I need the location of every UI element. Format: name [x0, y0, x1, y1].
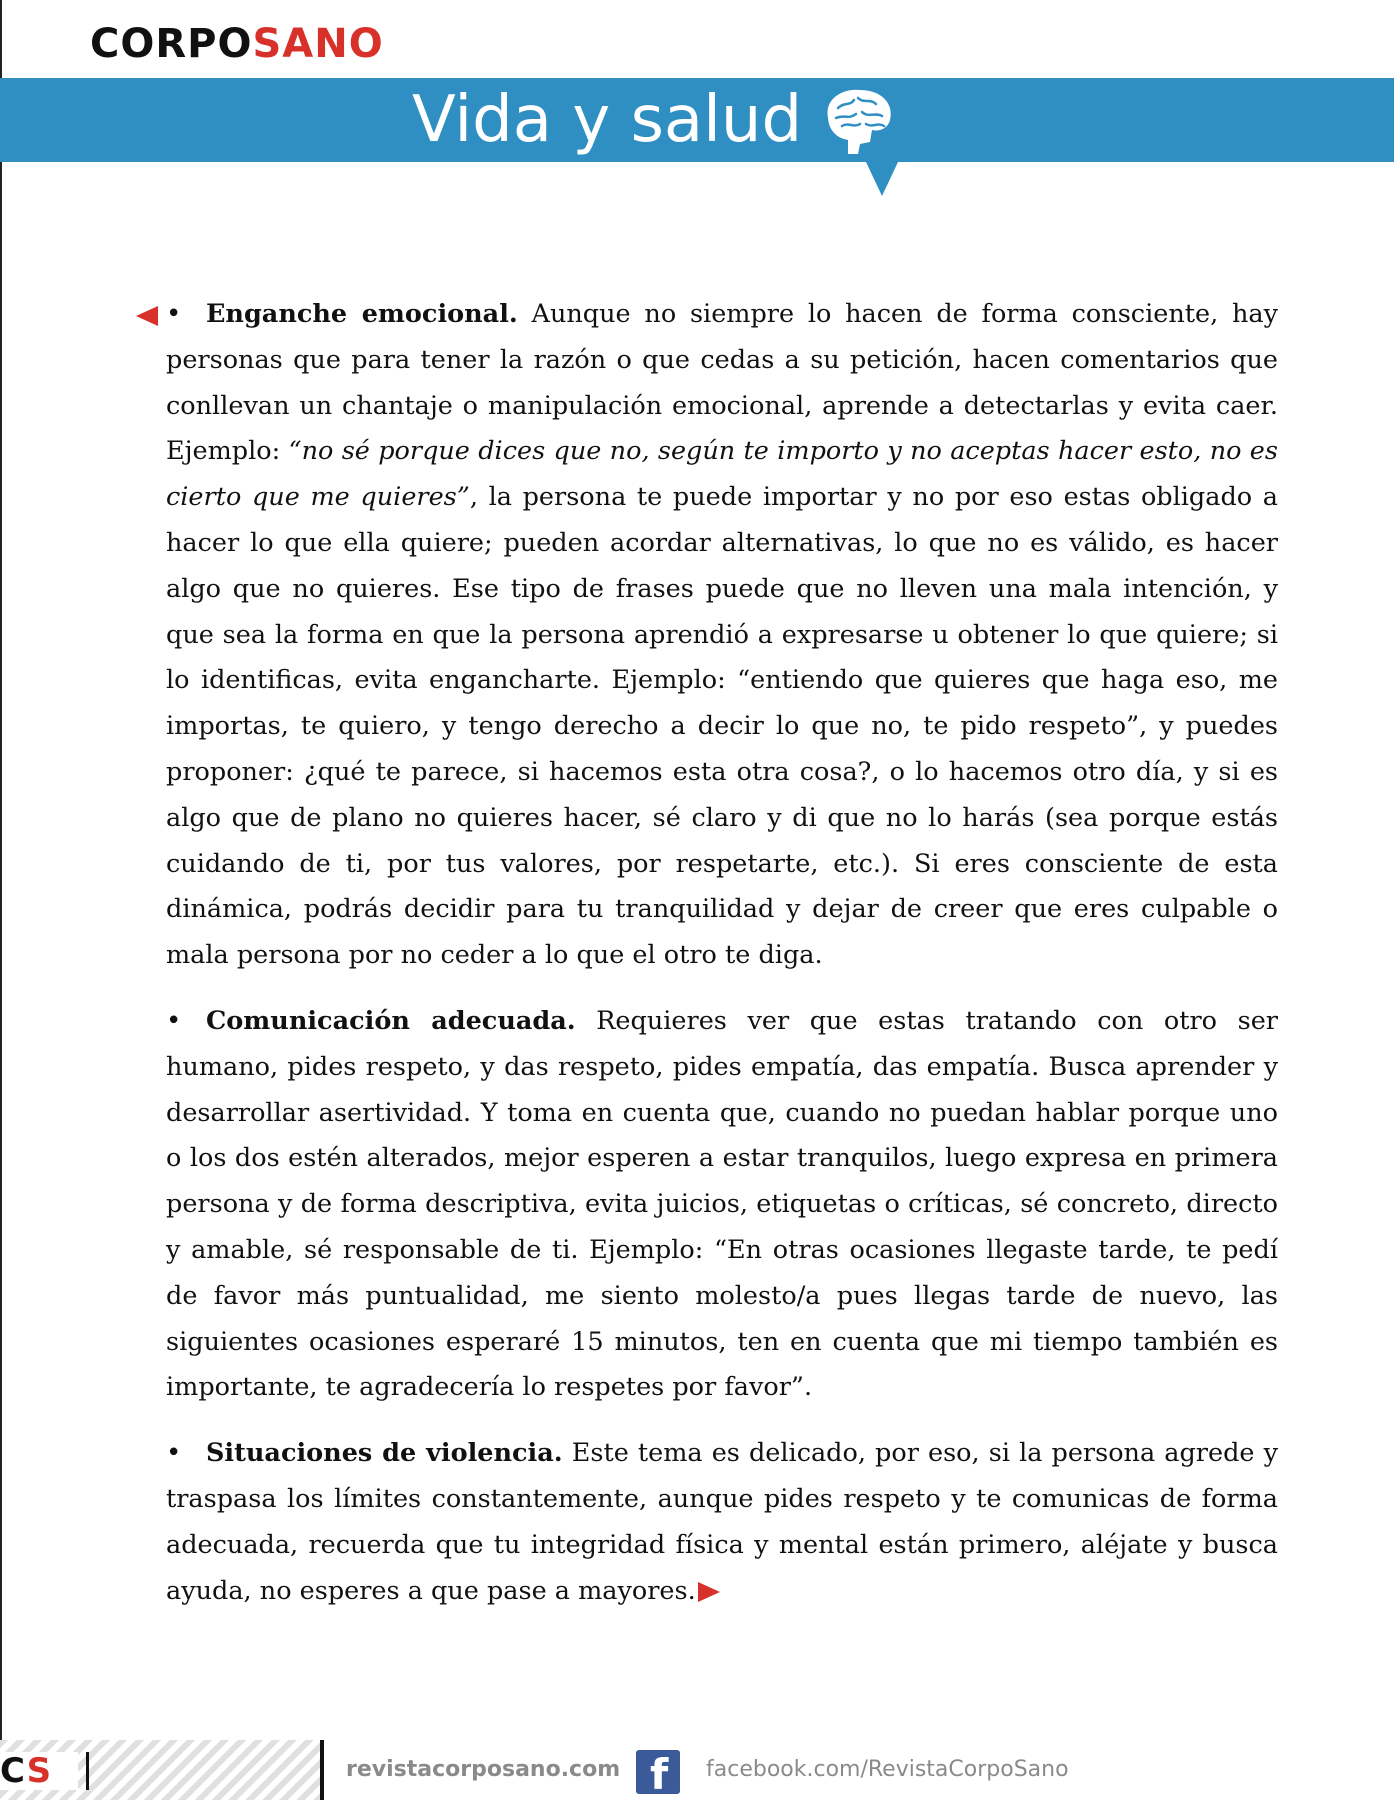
cs-logo-bar	[86, 1752, 89, 1790]
list-item-enganche-emocional	[166, 292, 1278, 979]
section-title: Vida y salud	[412, 83, 803, 157]
article-body	[166, 292, 1278, 1634]
page-footer	[0, 1740, 1394, 1800]
page-left-border	[0, 0, 2, 1800]
list-item-comunicacion-adecuada	[166, 999, 1278, 1411]
item-paragraph	[166, 292, 1278, 979]
item-title: Comunicación adecuada.	[206, 1005, 576, 1036]
item-text-continued: , la persona te puede importar y no por eso estas obligado a hacer lo que ella quiere; pueden acordar alternativas, lo que no es válido, es hacer algo que no quieres. Ese tipo de frases puede que no lleven una mala intención, y que sea la forma en que la persona aprendió a expresarse u obtener lo que quiere; si lo identificas, evita engancharte. Ejemplo: “entiendo que quieres que haga eso, me importas, te quiero, y tengo derecho a decir lo que no, te pido respeto”, y puedes proponer: ¿qué te parece, si hacemos esta otra cosa?, o lo hacemos otro día, y si es algo que de plano no quieres hacer, sé claro y di que no lo harás (sea porque estás cuidando de ti, por tus valores, por respetarte, etc.). Si eres consciente de esta dinámica, podrás decidir para tu tranquilidad y dejar de creer que eres culpable o mala persona por no ceder a lo que el otro te diga.	[166, 482, 1279, 971]
item-text: Este tema es delicado, por eso, si la persona agrede y traspasa los límites constantemente, aunque pides respeto y te comunicas de forma adecuada, recuerda que tu integridad física y mental están primero, aléjate y busca ayuda, no esperes a que pase a mayores.	[166, 1438, 1278, 1606]
website-link[interactable]: revistacorposano.com	[346, 1757, 621, 1782]
section-banner	[0, 78, 1394, 162]
item-paragraph	[166, 1431, 1278, 1614]
end-of-article-marker-icon	[698, 1582, 720, 1602]
list-item-situaciones-de-violencia	[166, 1431, 1278, 1614]
corposano-logo	[90, 20, 384, 68]
continue-from-previous-marker-icon	[136, 306, 158, 326]
item-paragraph	[166, 999, 1278, 1411]
item-title: Enganche emocional.	[206, 299, 518, 329]
item-text: Aunque no siempre lo hacen de forma consciente, hay personas que para tener la razón o que cedas a su petición, hacen comentarios que conllevan un chantaje o manipulación emocional, aprende a detectarlas y evita caer. Ejemplo:	[166, 299, 1278, 467]
bullet: •	[166, 1438, 182, 1469]
cs-logo-c: C	[0, 1751, 27, 1791]
bullet: •	[166, 299, 182, 329]
facebook-link[interactable]: facebook.com/RevistaCorpoSano	[706, 1757, 1069, 1782]
brain-icon	[818, 84, 898, 156]
facebook-glyph: f	[650, 1750, 669, 1794]
cs-logo	[0, 1752, 78, 1790]
item-title: Situaciones de violencia.	[206, 1438, 563, 1469]
logo-sano: SANO	[252, 21, 384, 67]
cs-logo-s: S	[26, 1751, 53, 1791]
footer-divider	[320, 1740, 324, 1800]
facebook-icon[interactable]	[636, 1750, 680, 1794]
item-quote: “no sé porque dices que no, según te importo y no aceptas hacer esto, no es cierto que me quieres”	[166, 436, 1278, 513]
logo-corpo: CORPO	[90, 21, 253, 67]
item-text: Requieres ver que estas tratando con otro ser humano, pides respeto, y das respeto, pides empatía, das empatía. Busca aprender y desarrollar asertividad. Y toma en cuenta que, cuando no puedan hablar porque uno o los dos estén alterados, mejor esperen a estar tranquilos, luego expresa en primera persona y de forma descriptiva, evita juicios, etiquetas o críticas, sé concreto, directo y amable, sé responsable de ti. Ejemplo: “En otras ocasiones llegaste tarde, te pedí de favor más puntualidad, me siento molesto/a pues llegas tarde de nuevo, las siguientes ocasiones esperaré 15 minutos, ten en cuenta que mi tiempo también es importante, te agradecería lo respetes por favor”.	[166, 1005, 1278, 1403]
bullet: •	[166, 1005, 182, 1036]
banner-pointer	[866, 162, 898, 196]
